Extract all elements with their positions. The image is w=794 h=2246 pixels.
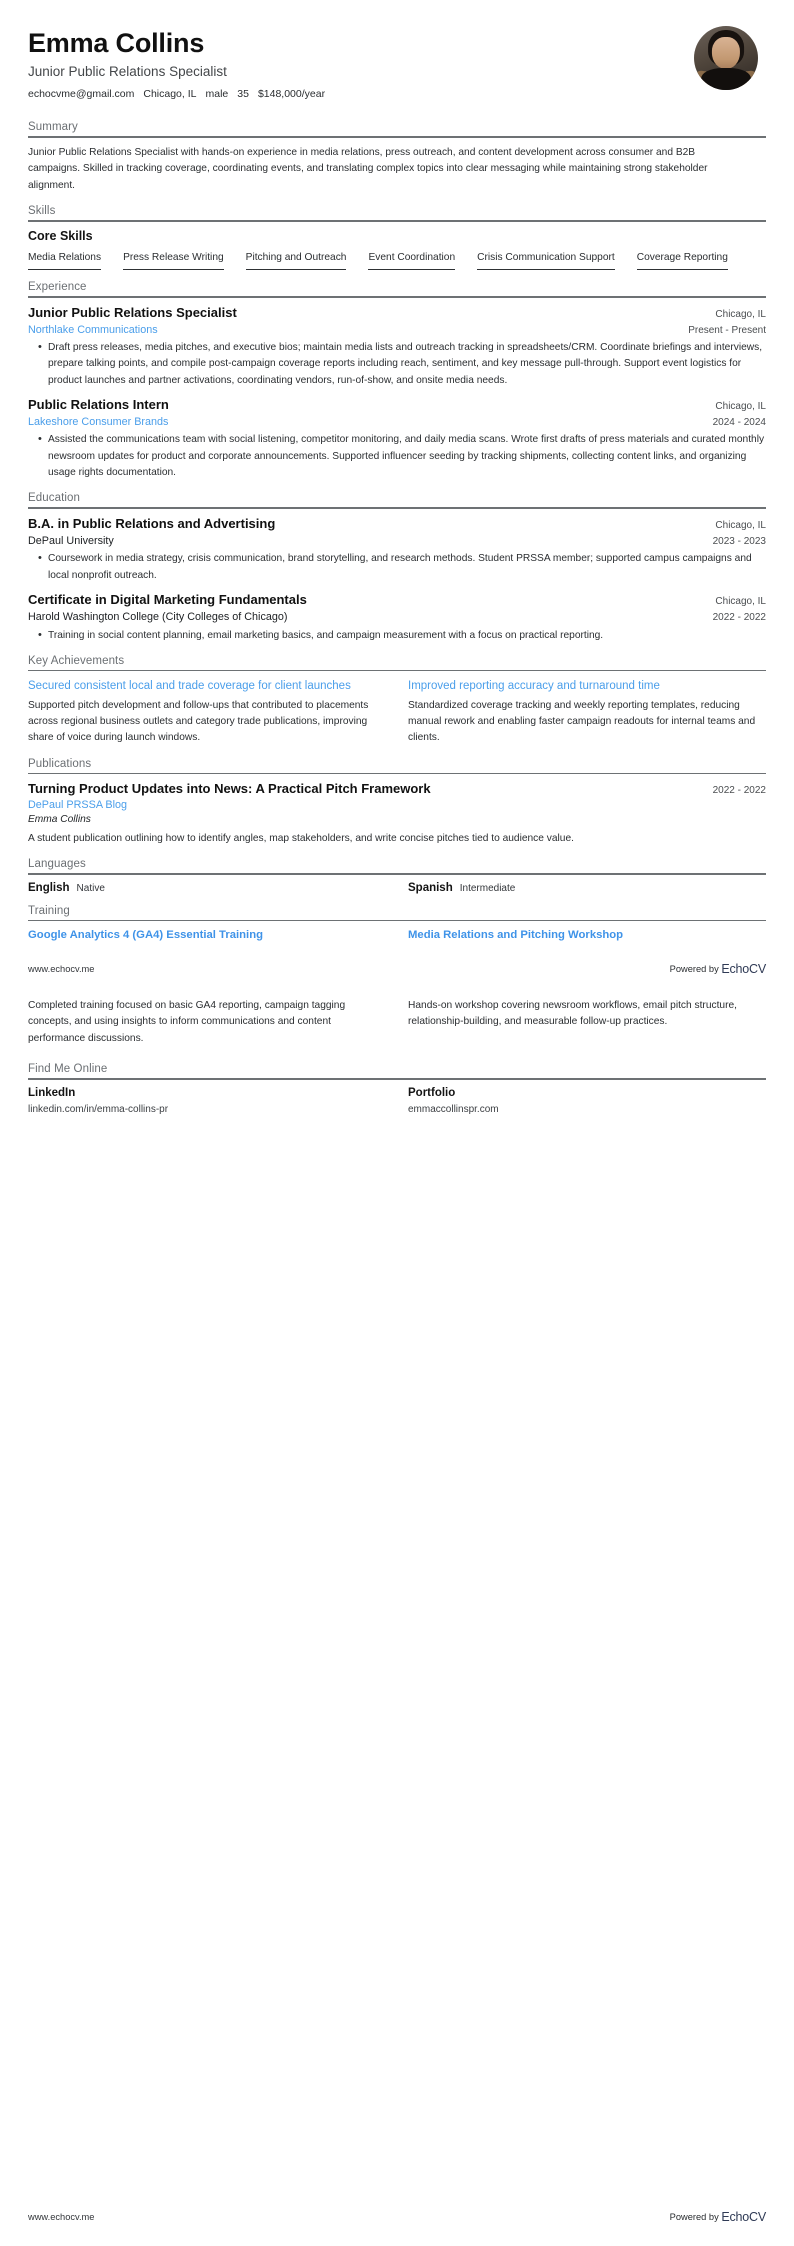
section-find-me-online xyxy=(28,1063,766,1115)
section-education xyxy=(28,492,766,643)
publication-source[interactable]: DePaul PRSSA Blog xyxy=(28,799,128,812)
language-name: English xyxy=(28,881,70,894)
education-bullets xyxy=(28,628,766,644)
header-identity xyxy=(28,24,325,100)
link-item xyxy=(408,1087,766,1115)
training-title[interactable]: Media Relations and Pitching Workshop xyxy=(408,929,624,942)
section-heading-training: Training xyxy=(28,904,70,917)
bullet-item: • Training in social content planning, email marketing basics, and campaign measurement with a focus on practical reporting. xyxy=(40,628,766,644)
publication-dates: 2022 - 2022 xyxy=(712,785,766,797)
achievement-item xyxy=(408,678,766,746)
publication-author: Emma Collins xyxy=(28,813,91,825)
section-training xyxy=(28,905,766,944)
experience-location: Chicago, IL xyxy=(715,308,766,320)
section-heading-experience: Experience xyxy=(28,281,87,294)
section-summary xyxy=(28,121,766,194)
avatar-face xyxy=(712,37,740,69)
contact-email[interactable]: echocvme@gmail.com xyxy=(28,88,135,101)
experience-dates: Present - Present xyxy=(688,324,766,336)
section-heading-achievements: Key Achievements xyxy=(28,654,125,667)
education-institution: DePaul University xyxy=(28,534,114,547)
skill-item: Press Release Writing xyxy=(123,251,224,270)
publication-entry xyxy=(28,781,766,847)
achievement-description: Supported pitch development and follow-ups that contributed to placements across regional business outlets and category trade publications, improving share of voice during launch windows. xyxy=(28,699,369,744)
footer-brand xyxy=(670,2210,766,2224)
achievement-description: Standardized coverage tracking and weekly reporting templates, reducing manual rework and enabling faster campaign readouts for internal teams and clients. xyxy=(408,699,756,744)
page-break xyxy=(28,962,766,976)
bullet-item: • Draft press releases, media pitches, and executive bios; maintain media lists and outreach tracking in spreadsheets/CRM. Coordinate briefings and interviews, prepare talking points, and compile post-campaign coverage reports including reach, sentiment, and key message pull-through. Support event logistics for product launches and partner activations, coordinating vendors, run-of-show, and onsite media needs. xyxy=(40,340,766,389)
footer-brand xyxy=(670,962,766,976)
section-heading-summary: Summary xyxy=(28,121,78,134)
training-description: Hands-on workshop covering newsroom workflows, email pitch structure, relationship-building, and measurable follow-up practices. xyxy=(408,999,737,1028)
education-entry xyxy=(28,592,766,644)
header-job-title: Junior Public Relations Specialist xyxy=(28,64,227,80)
skills-group-title: Core Skills xyxy=(28,228,93,243)
section-heading-skills: Skills xyxy=(28,205,56,218)
footer-brand-name: EchoCV xyxy=(721,2210,766,2224)
link-label: Portfolio xyxy=(408,1086,456,1099)
footer-powered-by-label: Powered by xyxy=(669,963,719,974)
education-institution: Harold Washington College (City Colleges of Chicago) xyxy=(28,610,288,623)
link-value[interactable]: linkedin.com/in/emma-collins-pr xyxy=(28,1103,169,1115)
contact-row xyxy=(28,88,325,100)
section-skills xyxy=(28,205,766,270)
skill-item: Coverage Reporting xyxy=(637,251,728,270)
achievement-item xyxy=(28,678,386,746)
training-title[interactable]: Google Analytics 4 (GA4) Essential Training xyxy=(28,929,263,942)
education-dates: 2023 - 2023 xyxy=(712,535,766,547)
education-degree: Certificate in Digital Marketing Fundamentals xyxy=(28,592,307,608)
education-dates: 2022 - 2022 xyxy=(712,611,766,623)
page-footer xyxy=(28,962,766,976)
link-label: LinkedIn xyxy=(28,1086,76,1099)
languages-grid xyxy=(28,882,766,894)
language-item xyxy=(28,882,386,894)
bullet-item: • Assisted the communications team with social listening, competitor monitoring, and daily media scans. Wrote first drafts of press materials and curated monthly newsroom updates for product and corporate announcements. Supported influencer seeding by tracking shipments, collecting content links, and organizing usage rights documentation. xyxy=(40,432,766,481)
education-degree: B.A. in Public Relations and Advertising xyxy=(28,516,276,531)
experience-dates: 2024 - 2024 xyxy=(712,416,766,428)
bullet-item: • Coursework in media strategy, crisis communication, brand storytelling, and research methods. Student PRSSA member; supported campus campaigns and local nonprofit outreach. xyxy=(40,551,766,584)
contact-location: Chicago, IL xyxy=(143,88,197,101)
experience-entry xyxy=(28,397,766,481)
education-location: Chicago, IL xyxy=(715,596,766,608)
section-heading-links: Find Me Online xyxy=(28,1062,108,1075)
language-item xyxy=(408,882,766,894)
skill-item: Crisis Communication Support xyxy=(477,251,615,270)
section-key-achievements xyxy=(28,655,766,747)
footer-url[interactable]: www.echocv.me xyxy=(28,963,95,974)
contact-gender: male xyxy=(205,88,229,101)
section-heading-publications: Publications xyxy=(28,757,92,770)
contact-age: 35 xyxy=(237,88,249,101)
publication-title: Turning Product Updates into News: A Practical Pitch Framework xyxy=(28,781,431,797)
section-publications xyxy=(28,758,766,847)
language-level: Intermediate xyxy=(459,882,516,894)
experience-organization[interactable]: Northlake Communications xyxy=(28,323,158,336)
section-experience xyxy=(28,281,766,481)
education-entry xyxy=(28,516,766,584)
avatar-torso xyxy=(701,68,751,90)
publication-description: A student publication outlining how to identify angles, map stakeholders, and write concise pitches tied to audience value. xyxy=(28,832,574,844)
summary-text: Junior Public Relations Specialist with hands-on experience in media relations, press outreach, and content development across consumer and B2B campaigns. Skilled in tracking coverage, coordinating events, and translating complex topics into clear messaging while maintaining strong stakeholder alignment. xyxy=(28,146,708,191)
resume-header xyxy=(28,24,766,110)
skill-item: Pitching and Outreach xyxy=(246,251,347,270)
experience-title: Public Relations Intern xyxy=(28,397,169,413)
experience-bullets xyxy=(28,340,766,389)
section-heading-education: Education xyxy=(28,492,81,505)
section-languages xyxy=(28,858,766,894)
experience-entry xyxy=(28,305,766,389)
skill-item: Media Relations xyxy=(28,251,101,270)
training-titles-grid xyxy=(28,928,766,944)
education-bullets xyxy=(28,551,766,584)
language-name: Spanish xyxy=(408,881,453,894)
link-value[interactable]: emmaccollinspr.com xyxy=(408,1103,499,1115)
skills-list xyxy=(28,251,766,270)
avatar xyxy=(694,26,758,90)
section-training-descriptions xyxy=(28,998,766,1047)
training-descriptions-grid xyxy=(28,998,766,1047)
footer-url[interactable]: www.echocv.me xyxy=(28,2212,95,2222)
links-grid xyxy=(28,1087,766,1115)
link-item xyxy=(28,1087,386,1115)
education-location: Chicago, IL xyxy=(715,520,766,531)
experience-bullets xyxy=(28,432,766,481)
footer-powered-by-label: Powered by xyxy=(669,2212,719,2222)
page-title: Emma Collins xyxy=(28,28,205,58)
contact-salary: $148,000/year xyxy=(257,88,326,101)
training-description: Completed training focused on basic GA4 reporting, campaign tagging concepts, and using insights to inform communications and content performance discussions. xyxy=(28,999,346,1044)
achievement-title: Secured consistent local and trade coverage for client launches xyxy=(28,680,351,693)
section-heading-languages: Languages xyxy=(28,857,86,870)
language-level: Native xyxy=(76,882,105,894)
footer-brand-name: EchoCV xyxy=(721,961,766,976)
skill-item: Event Coordination xyxy=(368,251,455,270)
achievement-title: Improved reporting accuracy and turnaround time xyxy=(408,680,660,693)
experience-location: Chicago, IL xyxy=(715,401,766,413)
experience-title: Junior Public Relations Specialist xyxy=(28,304,237,320)
document-footer xyxy=(28,2210,766,2224)
achievements-grid xyxy=(28,678,766,746)
experience-organization[interactable]: Lakeshore Consumer Brands xyxy=(28,415,169,428)
